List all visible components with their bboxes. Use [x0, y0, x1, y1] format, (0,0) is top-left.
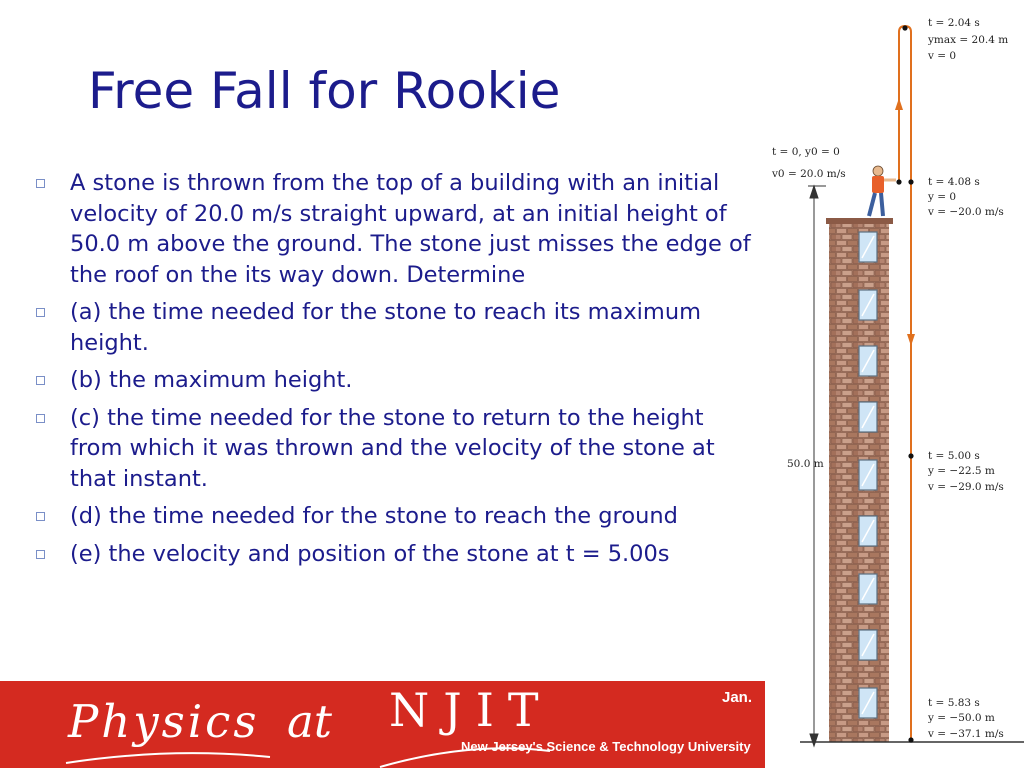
- return-time: t = 4.08 s: [928, 176, 980, 188]
- ground-time: t = 5.83 s: [928, 697, 980, 709]
- apex-velocity: v = 0: [928, 50, 957, 62]
- bullet-marker-icon: [36, 179, 45, 188]
- roof-ledge: [826, 218, 893, 224]
- person-icon: [869, 166, 896, 216]
- arrow-up-icon: [895, 98, 903, 110]
- bullet-item: [36, 539, 756, 570]
- footer-tagline: New Jersey's Science & Technology University: [461, 739, 751, 754]
- bullet-item: [36, 168, 756, 290]
- bullet-text: A stone is thrown from the top of a building with an initial velocity of 20.0 m/s straight upward, at an initial height of 50.0 m above the ground. The stone just misses the edge of the roof on the its way down. Determine: [70, 170, 751, 288]
- bullet-text: (d) the time needed for the stone to reach the ground: [70, 503, 678, 529]
- footer-banner: [0, 681, 765, 768]
- bullet-item: [36, 501, 756, 532]
- bullet-text: (a) the time needed for the stone to reach its maximum height.: [70, 299, 702, 356]
- slide-title: Free Fall for Rookie: [88, 62, 561, 120]
- mid-time: t = 5.00 s: [928, 450, 980, 462]
- bullet-marker-icon: [36, 414, 45, 423]
- footer-date: Jan.: [722, 689, 753, 706]
- footer-at: at: [287, 695, 332, 748]
- building-height-label: 50.0 m: [787, 458, 824, 470]
- footer-njit-logo: NJIT: [389, 683, 553, 737]
- bullet-text: (c) the time needed for the stone to return to the height from which it was thrown and the velocity of the stone at that instant.: [70, 404, 715, 492]
- footer-physics: Physics: [68, 695, 260, 748]
- apex-height: ymax = 20.4 m: [928, 34, 1009, 46]
- bullet-text: (b) the maximum height.: [70, 367, 353, 393]
- building-trajectory-figure: [765, 18, 1024, 768]
- mid-position: y = −22.5 m: [928, 465, 995, 477]
- arrow-down-icon: [907, 334, 915, 346]
- bullet-marker-icon: [36, 308, 45, 317]
- bullet-marker-icon: [36, 512, 45, 521]
- ground-position: y = −50.0 m: [928, 712, 995, 724]
- bullet-list: [36, 168, 756, 576]
- start-time: t = 0, y0 = 0: [772, 146, 840, 158]
- ground-velocity: v = −37.1 m/s: [928, 728, 1004, 740]
- bullet-item: [36, 297, 756, 358]
- trajectory-path: [899, 26, 911, 740]
- apex-time: t = 2.04 s: [928, 18, 980, 29]
- bullet-text: (e) the velocity and position of the stone at t = 5.00s: [70, 540, 670, 567]
- bullet-marker-icon: [36, 376, 45, 385]
- return-position: y = 0: [928, 191, 957, 203]
- mid-velocity: v = −29.0 m/s: [928, 481, 1004, 493]
- return-velocity: v = −20.0 m/s: [928, 206, 1004, 218]
- start-velocity: v0 = 20.0 m/s: [772, 168, 846, 180]
- bullet-item: [36, 365, 756, 396]
- bullet-item: [36, 403, 756, 495]
- bullet-marker-icon: [36, 550, 45, 559]
